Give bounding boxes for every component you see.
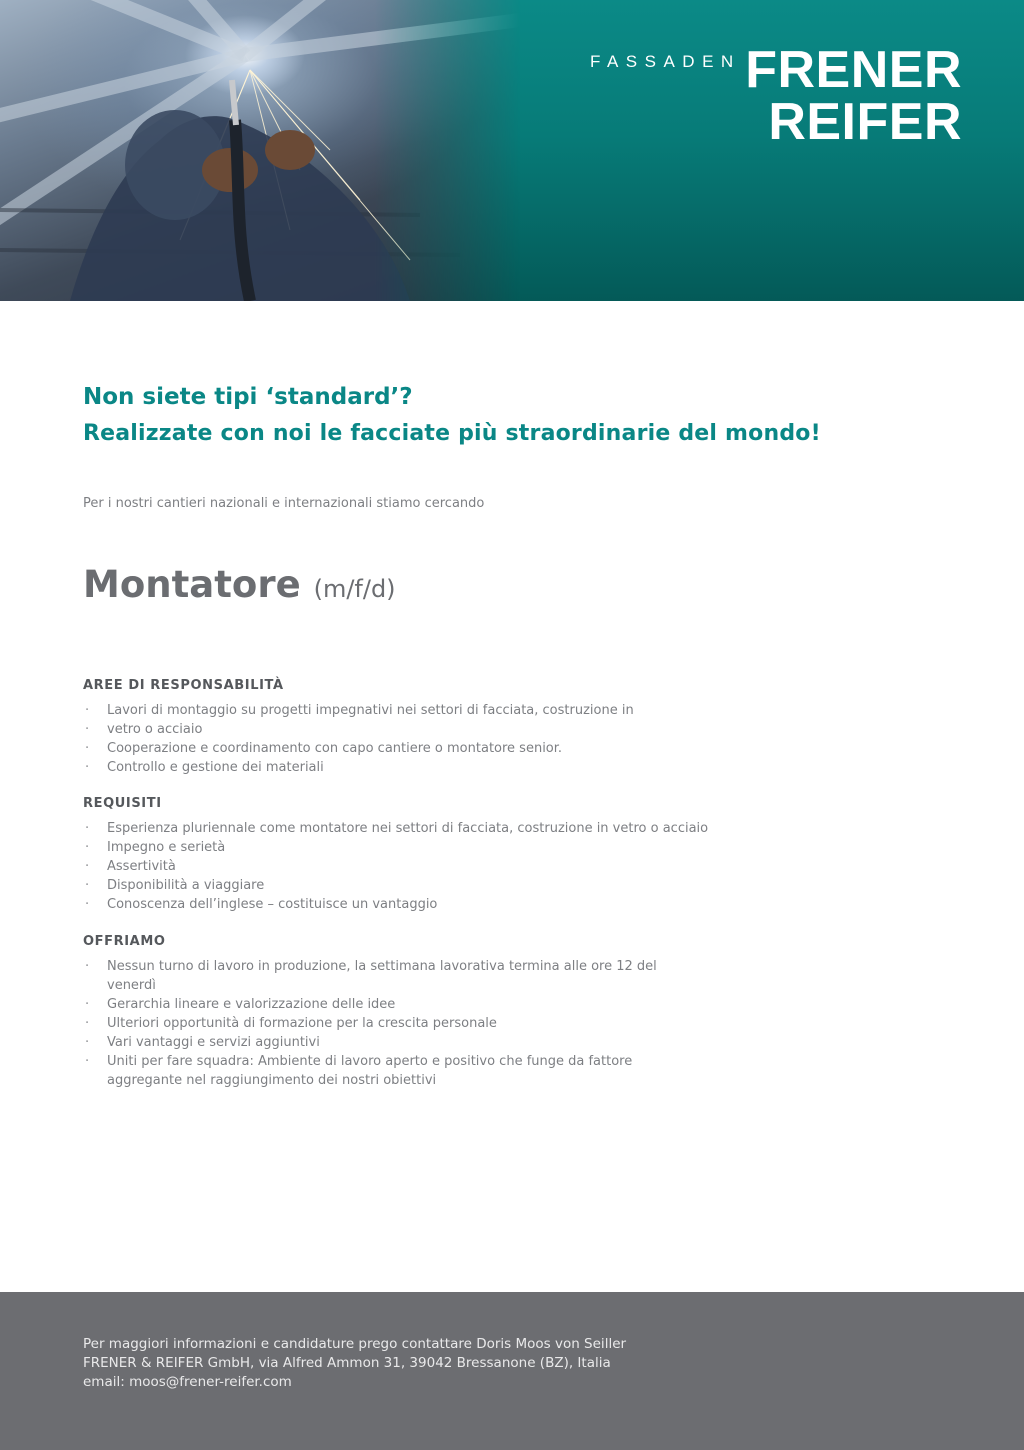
- email-link[interactable]: email: moos@frener-reifer.com: [83, 1374, 292, 1390]
- requirements-list: [83, 819, 723, 914]
- list-item: · Nessun turno di lavoro in produzione, la settimana lavorativa termina alle ore 12 del venerdì: [85, 959, 657, 993]
- list-item: · Disponibilità a viaggiare: [85, 878, 265, 893]
- brand-line-2: REIFER: [768, 93, 962, 151]
- contact-info: [83, 1335, 626, 1392]
- bullet-icon: ·: [85, 703, 90, 718]
- list-item: · Impegno e serietà: [85, 840, 226, 855]
- bullet-icon: ·: [85, 959, 90, 974]
- subheadline: Realizzate con noi le facciate più straordinarie del mondo!: [83, 421, 821, 446]
- headline: Non siete tipi ‘standard’?: [83, 384, 413, 410]
- bullet-icon: ·: [85, 722, 90, 737]
- bullet-icon: ·: [85, 741, 90, 756]
- list-item: · Uniti per fare squadra: Ambiente di lavoro aperto e positivo che funge da fattore aggregante nel raggiungimento dei nostri obiettivi: [85, 1054, 633, 1088]
- bullet-icon: ·: [85, 1035, 90, 1050]
- brand-line-1: FRENER: [745, 41, 962, 99]
- list-item: · Conoscenza dell’inglese – costituisce un vantaggio: [85, 897, 438, 912]
- section-title-requirements: REQUISITI: [83, 796, 162, 811]
- company-logo: [745, 41, 962, 151]
- list-item: · Assertività: [85, 859, 176, 874]
- bullet-icon: ·: [85, 1016, 90, 1031]
- bullet-icon: ·: [85, 878, 90, 893]
- section-title-offer: OFFRIAMO: [83, 934, 166, 949]
- bullet-icon: ·: [85, 859, 90, 874]
- list-item: · Vari vantaggi e servizi aggiuntivi: [85, 1035, 320, 1050]
- job-title: [83, 563, 396, 606]
- list-item: · Cooperazione e coordinamento con capo cantiere o montatore senior.: [85, 741, 563, 756]
- list-item: · Controllo e gestione dei materiali: [85, 760, 324, 775]
- bullet-icon: ·: [85, 897, 90, 912]
- address-line: FRENER & REIFER GmbH, via Alfred Ammon 31, 39042 Bressanone (BZ), Italia: [83, 1355, 611, 1371]
- bullet-icon: ·: [85, 997, 90, 1012]
- contact-line: Per maggiori informazioni e candidature prego contattare Doris Moos von Seiller: [83, 1336, 627, 1352]
- brand-prefix: FASSADEN: [590, 52, 741, 71]
- welder-photo: [0, 0, 520, 301]
- job-title-text: Montatore: [83, 563, 301, 606]
- header-banner: [0, 0, 1024, 301]
- lead-text: Per i nostri cantieri nazionali e internazionali stiamo cercando: [83, 496, 485, 511]
- bullet-icon: ·: [85, 760, 90, 775]
- job-title-suffix: (m/f/d): [313, 575, 396, 603]
- offer-list: [83, 957, 703, 1090]
- responsibilities-list: [83, 701, 723, 777]
- bullet-icon: ·: [85, 840, 90, 855]
- welder-illustration: [0, 0, 520, 301]
- footer: [0, 1292, 1024, 1450]
- list-item: · vetro o acciaio: [85, 722, 203, 737]
- bullet-icon: ·: [85, 821, 90, 836]
- list-item: · Gerarchia lineare e valorizzazione delle idee: [85, 997, 396, 1012]
- section-title-responsibilities: AREE DI RESPONSABILITÀ: [83, 678, 284, 693]
- bullet-icon: ·: [85, 1054, 90, 1069]
- list-item: · Esperienza pluriennale come montatore nei settori di facciata, costruzione in vetro o acciaio: [85, 821, 709, 836]
- list-item: · Lavori di montaggio su progetti impegnativi nei settori di facciata, costruzione in: [85, 703, 634, 718]
- list-item: · Ulteriori opportunità di formazione per la crescita personale: [85, 1016, 497, 1031]
